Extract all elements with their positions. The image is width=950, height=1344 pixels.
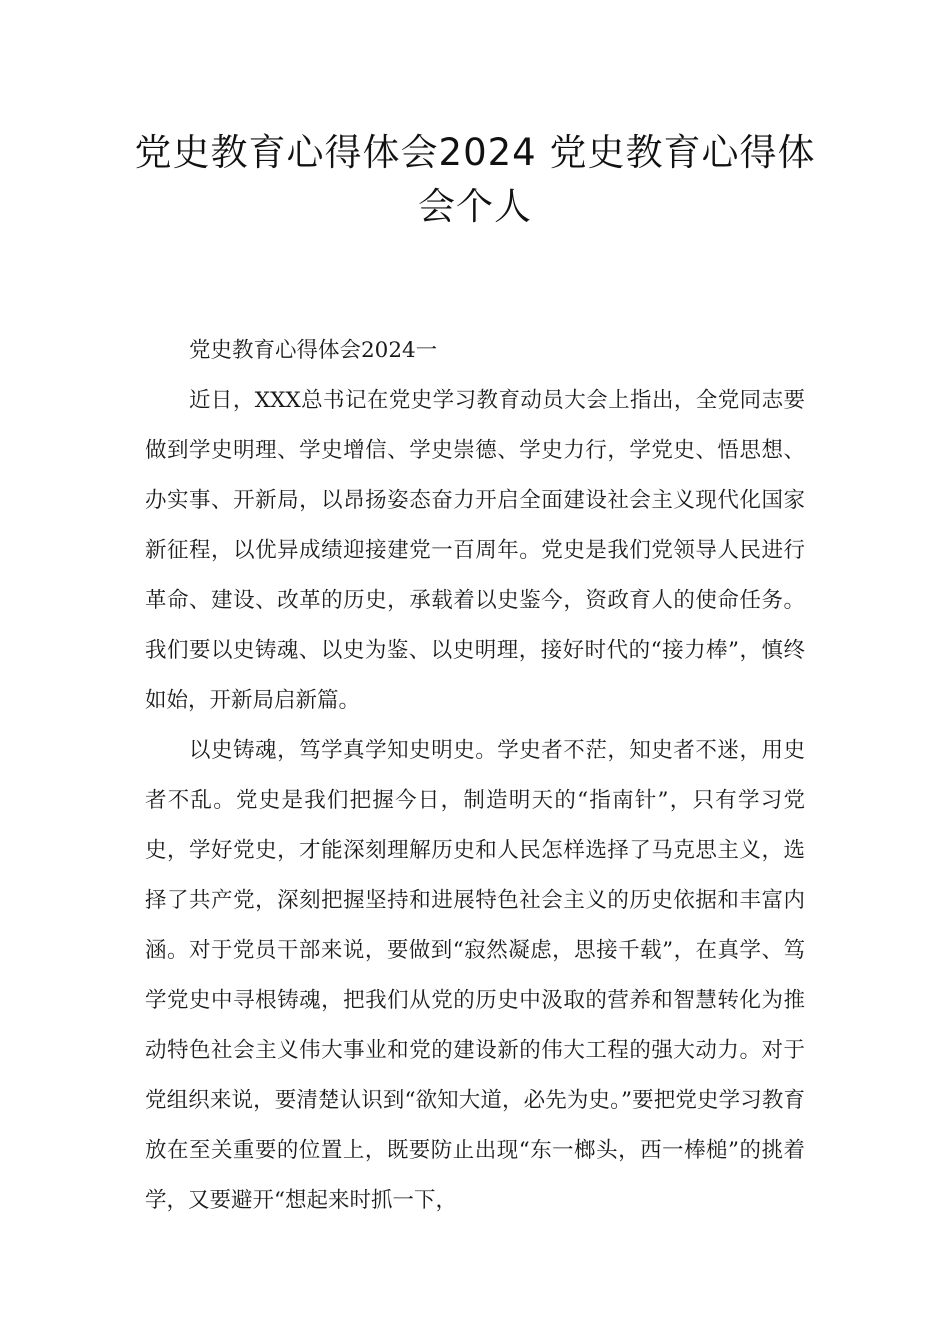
document-title: 党史教育心得体会2024 党史教育心得体会个人 (134, 131, 816, 228)
body-paragraph: 近日，XXX总书记在党史学习教育动员大会上指出，全党同志要做到学史明理、学史增信、学史崇德、学史力行，学党史、悟思想、办实事、开新局，以昂扬姿态奋力开启全面建设社会主义现代化国家新征程，以优异成绩迎接建党一百周年。党史是我们党领导人民进行革命、建设、改革的历史，承载着以史鉴今，资政育人的使命任务。我们要以史铸魂、以史为鉴、以史明理，接好时代的“接力棒”，慎终如始，开新局启新篇。 (145, 388, 805, 713)
body-paragraph: 以史铸魂，笃学真学知史明史。学史者不茫，知史者不迷，用史者不乱。党史是我们把握今日，制造明天的“指南针”，只有学习党史，学好党史，才能深刻理解历史和人民怎样选择了马克思主义，选择了共产党，深刻把握坚持和进展特色社会主义的历史依据和丰富内涵。对于党员干部来说，要做到“寂然凝虑，思接千载”，在真学、笃学党史中寻根铸魂，把我们从党的历史中汲取的营养和智慧转化为推动特色社会主义伟大事业和党的建设新的伟大工程的强大动力。对于党组织来说，要清楚认识到“欲知大道，必先为史。”要把党史学习教育放在至关重要的位置上，既要防止出现“东一榔头，西一棒槌”的挑着学，又要避开“想起来时抓一下， (145, 738, 805, 1213)
document-body (145, 326, 805, 1226)
section-heading: 党史教育心得体会2024一 (189, 338, 438, 363)
